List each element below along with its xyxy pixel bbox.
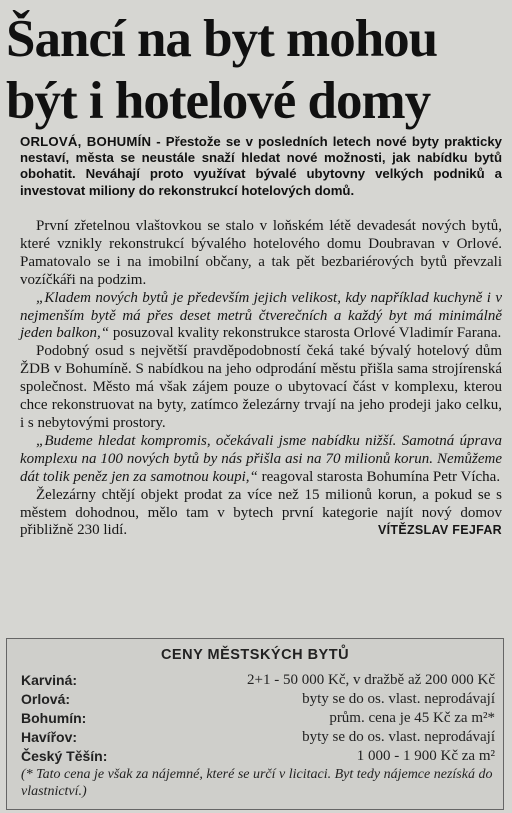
- price-row: [21, 747, 495, 765]
- lead-paragraph: [20, 134, 502, 199]
- article-body: [20, 218, 502, 540]
- price-box-footnote: (* Tato cena je však za nájemné, které se určí v licitaci. Byt tedy nájemce nezíská do vlastnictví.): [21, 767, 493, 799]
- paragraph-4: [20, 433, 502, 487]
- price-row-value: 1 000 - 1 900 Kč za m²: [356, 748, 495, 764]
- price-row-city: Český Těšín:: [21, 748, 108, 764]
- quote-vicha: „Budeme hledat kompromis, očekávali jsme nabídku nižší. Samotná úprava komplexu na 100 nových bytů by nás přišla asi na 70 milionů korun. Nemůžeme dát tolik peněz jen za samotnou koupi,“: [20, 432, 502, 485]
- price-row-value: byty se do os. vlast. neprodávají: [302, 729, 495, 745]
- headline-line-2: být i hotelové domy: [6, 72, 431, 130]
- price-row: [21, 690, 495, 708]
- price-row-value: 2+1 - 50 000 Kč, v dražbě až 200 000 Kč: [247, 672, 495, 688]
- quote-farana: „Kladem nových bytů je především jejich velikost, kdy například kuchyně i v nejmenším bytě má přes deset metrů čtverečních a každý byt má minimálně jeden balkon,“: [20, 289, 502, 342]
- headline-line-1: Šancí na byt mohou: [6, 10, 438, 68]
- price-row-city: Havířov:: [21, 729, 78, 745]
- price-row: [21, 709, 495, 727]
- dateline: ORLOVÁ, BOHUMÍN: [20, 134, 152, 149]
- lead-text: - Přestože se v posledních letech nové byty prakticky nestaví, města se neustále snaží hledat nové možnosti, jak nabídku bytů obohatit. Neváhají proto využívat bývalé ubytovny velkých podniků a investovat miliony do rekonstrukcí hotelových domů.: [20, 134, 502, 198]
- price-row-city: Orlová:: [21, 691, 71, 707]
- paragraph-2-rest: posuzoval kvality rekonstrukce starosta Orlové Vladimír Farana.: [109, 325, 502, 342]
- paragraph-3: Podobný osud s největší pravděpodobností čeká také bývalý hotelový dům ŽDB v Bohumíně. S nabídkou na jeho odprodání městu přišla sama strojírenská společnost. Město má však zájem pouze o ubytovací část v komplexu, kterou chce rekonstruovat na byty, zatímco železárny trvají na jeho prodeji jako celku, i s nebytovými prostory.: [20, 343, 502, 431]
- price-row: [21, 728, 495, 746]
- price-row-city: Bohumín:: [21, 710, 87, 726]
- price-row-city: Karviná:: [21, 672, 78, 688]
- price-box: [6, 638, 504, 810]
- paragraph-5: Železárny chtějí objekt prodat za více než 15 milionů korun, a pokud se s městem dohodnou, mělo tam v bytech první kategorie najít nový domov přibližně 230 lidí.: [20, 486, 502, 539]
- price-row-value: byty se do os. vlast. neprodávají: [302, 691, 495, 707]
- price-row: [21, 671, 495, 689]
- paragraph-4-rest: reagoval starosta Bohumína Petr Vícha.: [257, 468, 501, 485]
- price-row-value: prům. cena je 45 Kč za m²*: [329, 710, 495, 726]
- headline: [6, 8, 506, 132]
- paragraph-1: První zřetelnou vlaštovkou se stalo v loňském létě devadesát nových bytů, které vznikly rekonstrukcí bývalého hotelového domu Doubravan v Orlové. Pamatovalo se i na imobilní občany, a tak pět bezbariérových bytů převzali vozíčkáři na podzim.: [20, 218, 502, 288]
- price-box-title: CENY MĚSTSKÝCH BYTŮ: [160, 647, 350, 663]
- paragraph-2: [20, 290, 502, 344]
- author-byline: VÍTĚZSLAV FEJFAR: [377, 523, 502, 538]
